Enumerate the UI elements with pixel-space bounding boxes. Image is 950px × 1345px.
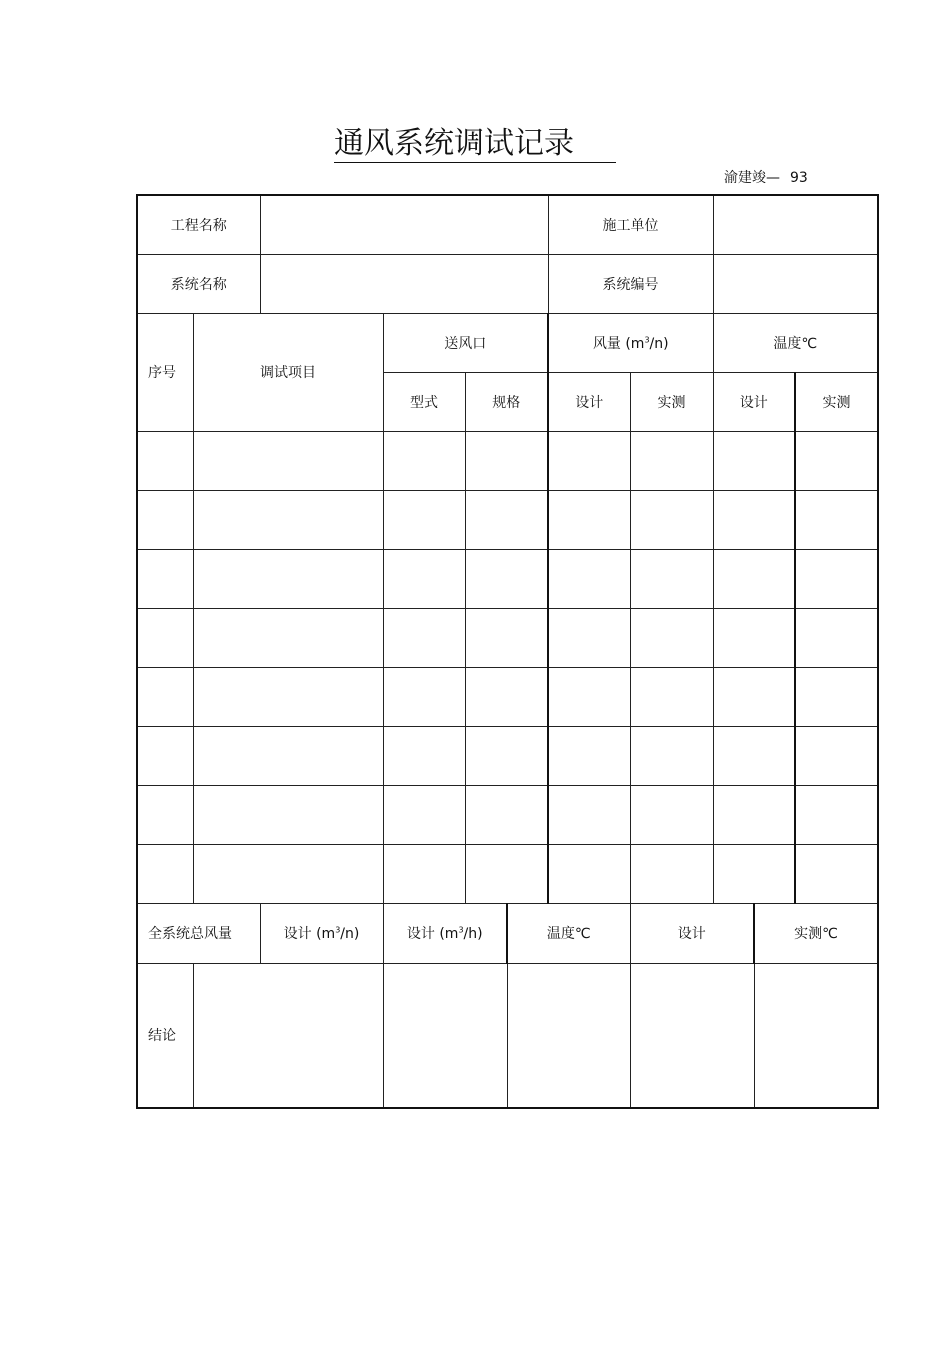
- temperature-design-cell[interactable]: [713, 490, 795, 549]
- item-cell[interactable]: [193, 844, 383, 903]
- conclusion-field-4[interactable]: [630, 963, 754, 1108]
- page-title: 通风系统调试记录: [334, 126, 616, 163]
- project-row: [137, 195, 878, 254]
- table-row: [137, 667, 878, 726]
- airflow-design-cell[interactable]: [548, 431, 630, 490]
- temperature-design-cell[interactable]: [713, 549, 795, 608]
- temperature-measured-cell[interactable]: [795, 608, 878, 667]
- table-row: [137, 549, 878, 608]
- system-name-label: 系统名称: [137, 254, 260, 313]
- outlet-spec-header: 规格: [465, 372, 548, 431]
- temperature-measured-cell[interactable]: [795, 667, 878, 726]
- temperature-design-header: 设计: [713, 372, 795, 431]
- outlet-type-cell[interactable]: [383, 608, 465, 667]
- outlet-spec-cell[interactable]: [465, 726, 548, 785]
- total-temperature-measured: 实测℃: [754, 903, 878, 963]
- airflow-measured-cell[interactable]: [630, 608, 713, 667]
- airflow-measured-cell[interactable]: [630, 549, 713, 608]
- temperature-measured-cell[interactable]: [795, 490, 878, 549]
- outlet-type-cell[interactable]: [383, 549, 465, 608]
- total-airflow-label: 全系统总风量: [137, 903, 260, 963]
- outlet-header: 送风口: [383, 313, 548, 372]
- airflow-measured-header: 实测: [630, 372, 713, 431]
- outlet-type-cell[interactable]: [383, 490, 465, 549]
- conclusion-row: [137, 963, 878, 1108]
- conclusion-label: 结论: [137, 963, 193, 1108]
- table-row: [137, 726, 878, 785]
- outlet-spec-cell[interactable]: [465, 549, 548, 608]
- conclusion-field-1[interactable]: [193, 963, 383, 1108]
- outlet-type-cell[interactable]: [383, 844, 465, 903]
- system-row: [137, 254, 878, 313]
- airflow-design-cell[interactable]: [548, 490, 630, 549]
- seq-cell[interactable]: [137, 431, 193, 490]
- outlet-spec-cell[interactable]: [465, 608, 548, 667]
- temperature-design-cell[interactable]: [713, 844, 795, 903]
- outlet-type-header: 型式: [383, 372, 465, 431]
- table-row: [137, 431, 878, 490]
- total-design-n: 设计 $(m^3/n)$: [260, 903, 383, 963]
- seq-header: 序号: [137, 313, 193, 431]
- temperature-design-cell[interactable]: [713, 785, 795, 844]
- outlet-spec-cell[interactable]: [465, 844, 548, 903]
- item-cell[interactable]: [193, 431, 383, 490]
- temperature-design-cell[interactable]: [713, 667, 795, 726]
- temperature-measured-cell[interactable]: [795, 726, 878, 785]
- conclusion-field-3[interactable]: [507, 963, 630, 1108]
- item-cell[interactable]: [193, 549, 383, 608]
- construction-unit-field[interactable]: [713, 195, 878, 254]
- outlet-type-cell[interactable]: [383, 431, 465, 490]
- outlet-spec-cell[interactable]: [465, 785, 548, 844]
- table-row: [137, 844, 878, 903]
- system-number-field[interactable]: [713, 254, 878, 313]
- total-temperature-label: 温度℃: [507, 903, 630, 963]
- item-header: 调试项目: [193, 313, 383, 431]
- airflow-header: 风量 $(m^3/n)$: [548, 313, 713, 372]
- airflow-measured-cell[interactable]: [630, 726, 713, 785]
- form-code: [724, 169, 808, 187]
- system-name-field[interactable]: [260, 254, 548, 313]
- data-rows: [137, 431, 878, 903]
- table-row: [137, 785, 878, 844]
- temperature-design-cell[interactable]: [713, 726, 795, 785]
- outlet-type-cell[interactable]: [383, 785, 465, 844]
- construction-unit-label: 施工单位: [548, 195, 713, 254]
- airflow-design-cell[interactable]: [548, 549, 630, 608]
- table-row: [137, 490, 878, 549]
- temperature-measured-cell[interactable]: [795, 844, 878, 903]
- temperature-measured-header: 实测: [795, 372, 878, 431]
- total-temperature-design: 设计: [630, 903, 754, 963]
- seq-cell[interactable]: [137, 549, 193, 608]
- project-name-label: 工程名称: [137, 195, 260, 254]
- airflow-measured-cell[interactable]: [630, 844, 713, 903]
- table-row: [137, 608, 878, 667]
- outlet-spec-cell[interactable]: [465, 667, 548, 726]
- temperature-measured-cell[interactable]: [795, 785, 878, 844]
- airflow-measured-cell[interactable]: [630, 785, 713, 844]
- airflow-measured-cell[interactable]: [630, 431, 713, 490]
- outlet-type-cell[interactable]: [383, 726, 465, 785]
- item-cell[interactable]: [193, 726, 383, 785]
- column-header-row-1: [137, 313, 878, 372]
- seq-cell[interactable]: [137, 608, 193, 667]
- project-name-field[interactable]: [260, 195, 548, 254]
- item-cell[interactable]: [193, 490, 383, 549]
- airflow-design-header: 设计: [548, 372, 630, 431]
- airflow-design-cell[interactable]: [548, 785, 630, 844]
- item-cell[interactable]: [193, 608, 383, 667]
- total-design-h: 设计 $(m^3/h)$: [383, 903, 507, 963]
- airflow-design-cell[interactable]: [548, 844, 630, 903]
- seq-cell[interactable]: [137, 844, 193, 903]
- airflow-design-cell[interactable]: [548, 667, 630, 726]
- airflow-measured-cell[interactable]: [630, 667, 713, 726]
- temperature-measured-cell[interactable]: [795, 549, 878, 608]
- commissioning-record-table: [136, 194, 879, 1109]
- outlet-spec-cell[interactable]: [465, 490, 548, 549]
- item-cell[interactable]: [193, 667, 383, 726]
- temperature-measured-cell[interactable]: [795, 431, 878, 490]
- seq-cell[interactable]: [137, 726, 193, 785]
- form-code-label: 渝建竣—: [724, 170, 780, 186]
- temperature-design-cell[interactable]: [713, 431, 795, 490]
- seq-cell[interactable]: [137, 667, 193, 726]
- item-cell[interactable]: [193, 785, 383, 844]
- conclusion-field-5[interactable]: [754, 963, 878, 1108]
- form-code-number: 93: [790, 170, 808, 186]
- totals-row: [137, 903, 878, 963]
- temperature-header: 温度℃: [713, 313, 878, 372]
- seq-cell[interactable]: [137, 785, 193, 844]
- airflow-measured-cell[interactable]: [630, 490, 713, 549]
- temperature-design-cell[interactable]: [713, 608, 795, 667]
- outlet-type-cell[interactable]: [383, 667, 465, 726]
- seq-cell[interactable]: [137, 490, 193, 549]
- outlet-spec-cell[interactable]: [465, 431, 548, 490]
- conclusion-field-2[interactable]: [383, 963, 507, 1108]
- system-number-label: 系统编号: [548, 254, 713, 313]
- airflow-design-cell[interactable]: [548, 726, 630, 785]
- airflow-design-cell[interactable]: [548, 608, 630, 667]
